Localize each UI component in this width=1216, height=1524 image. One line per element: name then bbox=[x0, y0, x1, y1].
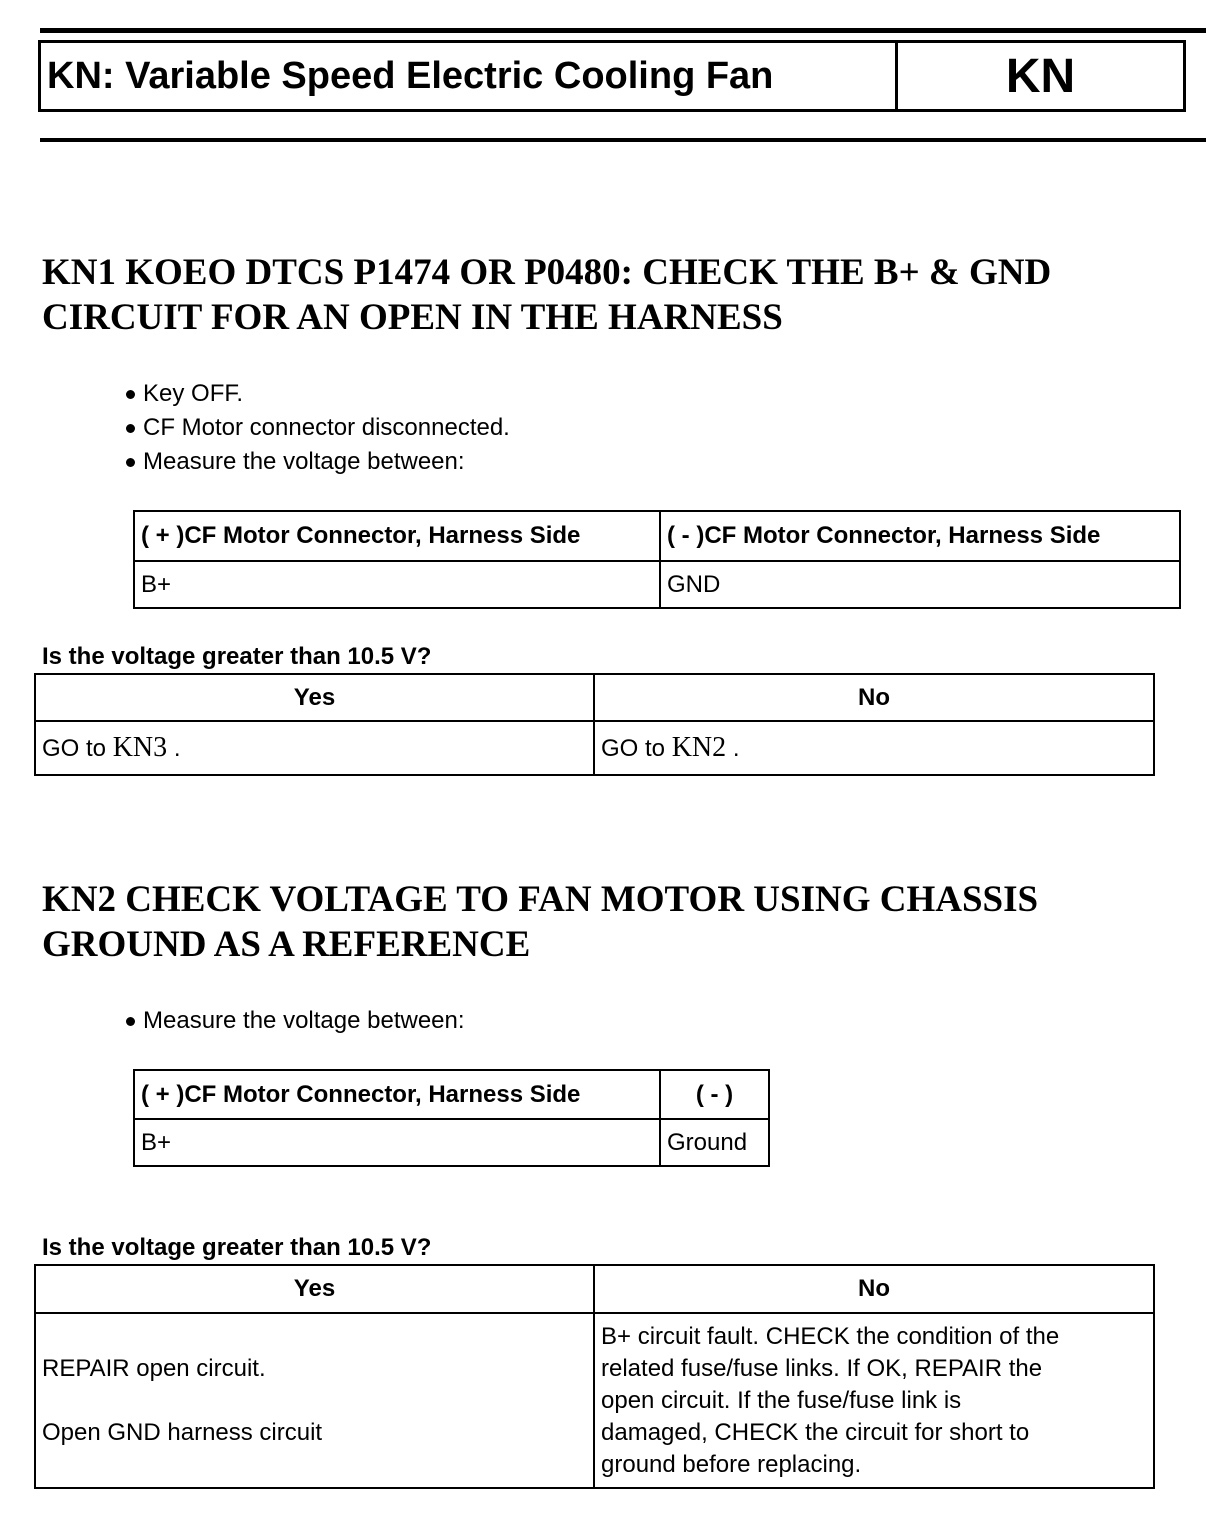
table-cell: GND bbox=[660, 561, 1180, 608]
table-cell: Ground bbox=[660, 1119, 769, 1166]
column-header: ( + )CF Motor Connector, Harness Side bbox=[134, 1070, 660, 1119]
no-header: No bbox=[594, 1265, 1154, 1313]
kn2-link[interactable]: KN2 bbox=[671, 732, 727, 763]
list-item bbox=[124, 1004, 465, 1038]
list-item bbox=[124, 445, 510, 479]
kn2-heading-line2: GROUND AS A REFERENCE bbox=[42, 924, 531, 965]
no-header: No bbox=[594, 674, 1154, 721]
column-header: ( - ) bbox=[660, 1070, 769, 1119]
kn1-steps bbox=[124, 377, 510, 479]
no-line: damaged, CHECK the circuit for short to bbox=[601, 1418, 1030, 1446]
step-text: CF Motor connector disconnected. bbox=[143, 414, 510, 441]
table-row bbox=[35, 1313, 1154, 1488]
step-text: Measure the voltage between: bbox=[143, 1007, 465, 1034]
yes-cell: GO to KN3 . bbox=[35, 721, 594, 775]
yes-line: REPAIR open circuit. bbox=[42, 1354, 266, 1382]
bullet-icon bbox=[126, 390, 135, 399]
bullet-icon bbox=[126, 424, 135, 433]
kn1-heading-line1: KN1 KOEO DTCS P1474 OR P0480: CHECK THE B+ & GND bbox=[42, 252, 1052, 293]
step-text: Key OFF. bbox=[143, 380, 244, 407]
kn2-steps bbox=[124, 1004, 465, 1038]
yes-header: Yes bbox=[35, 674, 594, 721]
no-cell bbox=[594, 1313, 1154, 1488]
no-line: ground before replacing. bbox=[601, 1450, 862, 1478]
header-box bbox=[38, 40, 1186, 112]
table-row bbox=[134, 561, 1180, 608]
kn1-question: Is the voltage greater than 10.5 V? bbox=[42, 643, 432, 670]
go-to-text: GO to bbox=[601, 735, 666, 762]
table-cell: B+ bbox=[134, 561, 660, 608]
list-item bbox=[124, 411, 510, 445]
kn2-measure-table bbox=[133, 1069, 770, 1167]
kn1-heading bbox=[42, 250, 1192, 340]
no-cell: GO to KN2 . bbox=[594, 721, 1154, 775]
table-cell: B+ bbox=[134, 1119, 660, 1166]
bullet-icon bbox=[126, 1017, 135, 1026]
yes-header: Yes bbox=[35, 1265, 594, 1313]
table-header-row bbox=[35, 1265, 1154, 1313]
column-header: ( - )CF Motor Connector, Harness Side bbox=[660, 511, 1180, 561]
header-rule bbox=[40, 138, 1206, 142]
section-code: KN bbox=[1005, 49, 1076, 103]
column-header: ( + )CF Motor Connector, Harness Side bbox=[134, 511, 660, 561]
kn1-heading-line2: CIRCUIT FOR AN OPEN IN THE HARNESS bbox=[42, 297, 783, 338]
kn3-link[interactable]: KN3 bbox=[112, 732, 168, 763]
kn2-heading-line1: KN2 CHECK VOLTAGE TO FAN MOTOR USING CHASSIS bbox=[42, 879, 1039, 920]
step-text: Measure the voltage between: bbox=[143, 448, 465, 475]
no-line: B+ circuit fault. CHECK the condition of the bbox=[601, 1322, 1060, 1350]
page-title: KN: Variable Speed Electric Cooling Fan bbox=[41, 43, 898, 109]
list-item bbox=[124, 377, 510, 411]
table-row bbox=[35, 721, 1154, 775]
kn1-measure-table bbox=[133, 510, 1181, 609]
kn2-heading bbox=[42, 877, 1192, 967]
bullet-icon bbox=[126, 458, 135, 467]
no-line: open circuit. If the fuse/fuse link is bbox=[601, 1386, 962, 1414]
table-header-row bbox=[134, 1070, 769, 1119]
table-row bbox=[134, 1119, 769, 1166]
yes-line: Open GND harness circuit bbox=[42, 1418, 323, 1446]
go-to-text: GO to bbox=[42, 735, 107, 762]
kn2-question: Is the voltage greater than 10.5 V? bbox=[42, 1234, 432, 1261]
spacer bbox=[42, 1385, 587, 1417]
kn1-answer-table bbox=[34, 673, 1155, 776]
yes-cell bbox=[35, 1313, 594, 1488]
kn2-answer-table bbox=[34, 1264, 1155, 1489]
table-header-row bbox=[35, 674, 1154, 721]
top-rule bbox=[40, 28, 1206, 33]
no-line: related fuse/fuse links. If OK, REPAIR the bbox=[601, 1354, 1043, 1382]
table-header-row bbox=[134, 511, 1180, 561]
